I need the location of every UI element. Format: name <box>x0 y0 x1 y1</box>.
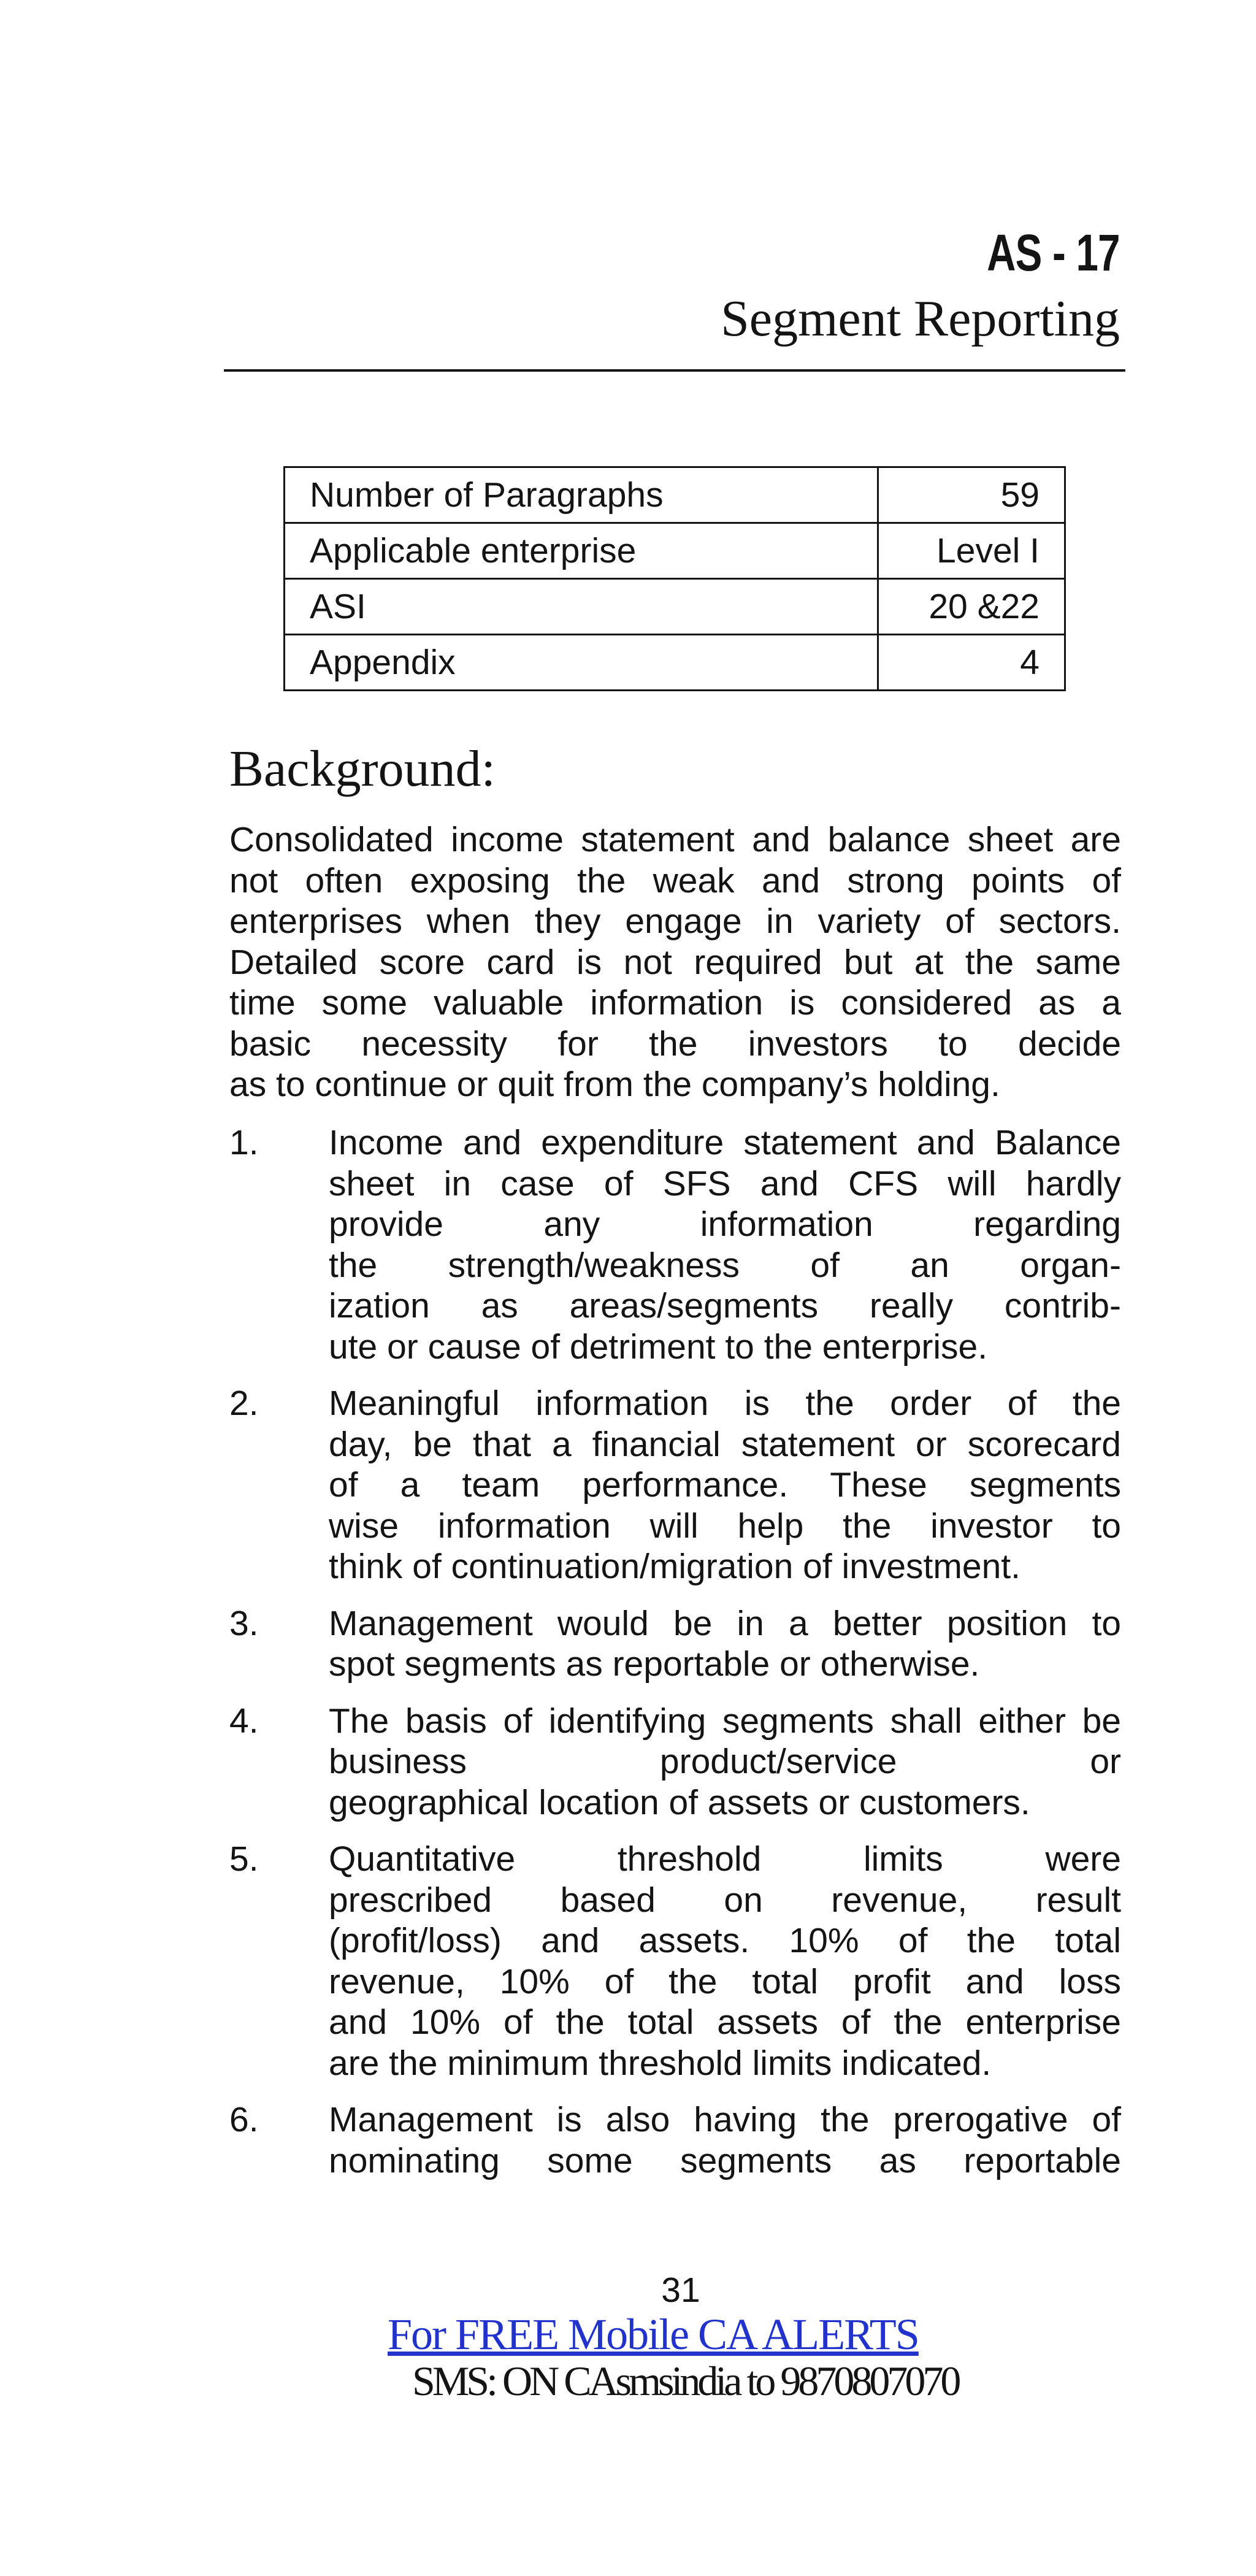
section-heading: Background: <box>229 740 496 797</box>
text-line: basic necessity for the investors to decide <box>229 1024 1121 1064</box>
row-value: Level I <box>878 523 1065 579</box>
numbered-points <box>229 1122 1121 2197</box>
text-line: and 10% of the total assets of the enterprise <box>329 2003 1121 2042</box>
row-label: ASI <box>285 579 878 635</box>
row-label: Number of Paragraphs <box>285 467 878 523</box>
text-line: business product/service or <box>329 1742 1121 1781</box>
intro-paragraph <box>229 819 1121 1105</box>
text-line: of a team performance. These segments <box>329 1465 1121 1505</box>
sms-instructions: SMS: ON CAsmsindia to 9870807070 <box>412 2358 959 2404</box>
item-number: 3. <box>229 1603 259 1643</box>
text-line: sheet in case of SFS and CFS will hardly <box>329 1163 1121 1203</box>
text-line: spot segments as reportable or otherwise. <box>329 1644 980 1684</box>
text-line: Meaningful information is the order of the <box>329 1384 1121 1423</box>
text-line: the strength/weakness of an organ- <box>329 1245 1121 1285</box>
standard-info-table <box>283 466 1066 691</box>
list-item <box>229 1701 1121 1823</box>
text-line: revenue, 10% of the total profit and loss <box>329 1961 1121 2001</box>
standard-title: Segment Reporting <box>721 290 1120 347</box>
text-line: Quantitative threshold limits were <box>329 1839 1121 1879</box>
text-line: time some valuable information is considered as a <box>229 983 1121 1022</box>
list-item <box>229 1603 1121 1685</box>
text-line: not often exposing the weak and strong points of <box>229 861 1121 900</box>
header-divider <box>224 369 1125 372</box>
text-line: as to continue or quit from the company’s holding. <box>229 1065 1000 1104</box>
standard-code: AS - 17 <box>987 224 1120 282</box>
list-item <box>229 1122 1121 1367</box>
list-item <box>229 1383 1121 1587</box>
row-value: 4 <box>878 635 1065 691</box>
table-row <box>285 635 1065 691</box>
text-line: (profit/loss) and assets. 10% of the total <box>329 1921 1121 1960</box>
row-label: Applicable enterprise <box>285 523 878 579</box>
text-line: enterprises when they engage in variety of sectors. <box>229 902 1121 941</box>
text-line: The basis of identifying segments shall either be <box>329 1701 1121 1741</box>
text-line: Management would be in a better position to <box>329 1603 1121 1643</box>
text-line: provide any information regarding <box>329 1205 1121 1244</box>
list-item <box>229 2099 1121 2181</box>
text-line: day, be that a financial statement or scorecard <box>329 1424 1121 1464</box>
table-row <box>285 467 1065 523</box>
text-line: ization as areas/segments really contrib- <box>329 1286 1121 1325</box>
text-line: ute or cause of detriment to the enterprise. <box>329 1327 988 1367</box>
text-line: Management is also having the prerogative of <box>329 2100 1121 2139</box>
text-line: wise information will help the investor to <box>329 1506 1121 1546</box>
text-line: geographical location of assets or customers. <box>329 1782 1030 1822</box>
item-number: 4. <box>229 1701 259 1741</box>
item-number: 5. <box>229 1839 259 1879</box>
text-line: think of continuation/migration of investment. <box>329 1547 1020 1586</box>
text-line: Income and expenditure statement and Balance <box>329 1123 1121 1162</box>
item-number: 2. <box>229 1384 259 1423</box>
text-line: Detailed score card is not required but at the same <box>229 942 1121 982</box>
text-line: are the minimum threshold limits indicated. <box>329 2043 992 2083</box>
item-number: 6. <box>229 2100 259 2139</box>
list-item <box>229 1839 1121 2083</box>
text-line: nominating some segments as reportable <box>329 2141 1121 2180</box>
promo-link[interactable]: For FREE Mobile CA ALERTS <box>388 2310 919 2359</box>
row-value: 20 &22 <box>878 579 1065 635</box>
row-value: 59 <box>878 467 1065 523</box>
text-line: Consolidated income statement and balance sheet are <box>229 820 1121 859</box>
page-number: 31 <box>661 2271 700 2310</box>
table-row <box>285 579 1065 635</box>
item-number: 1. <box>229 1123 259 1162</box>
table-row <box>285 523 1065 579</box>
text-line: prescribed based on revenue, result <box>329 1880 1121 1920</box>
row-label: Appendix <box>285 635 878 691</box>
